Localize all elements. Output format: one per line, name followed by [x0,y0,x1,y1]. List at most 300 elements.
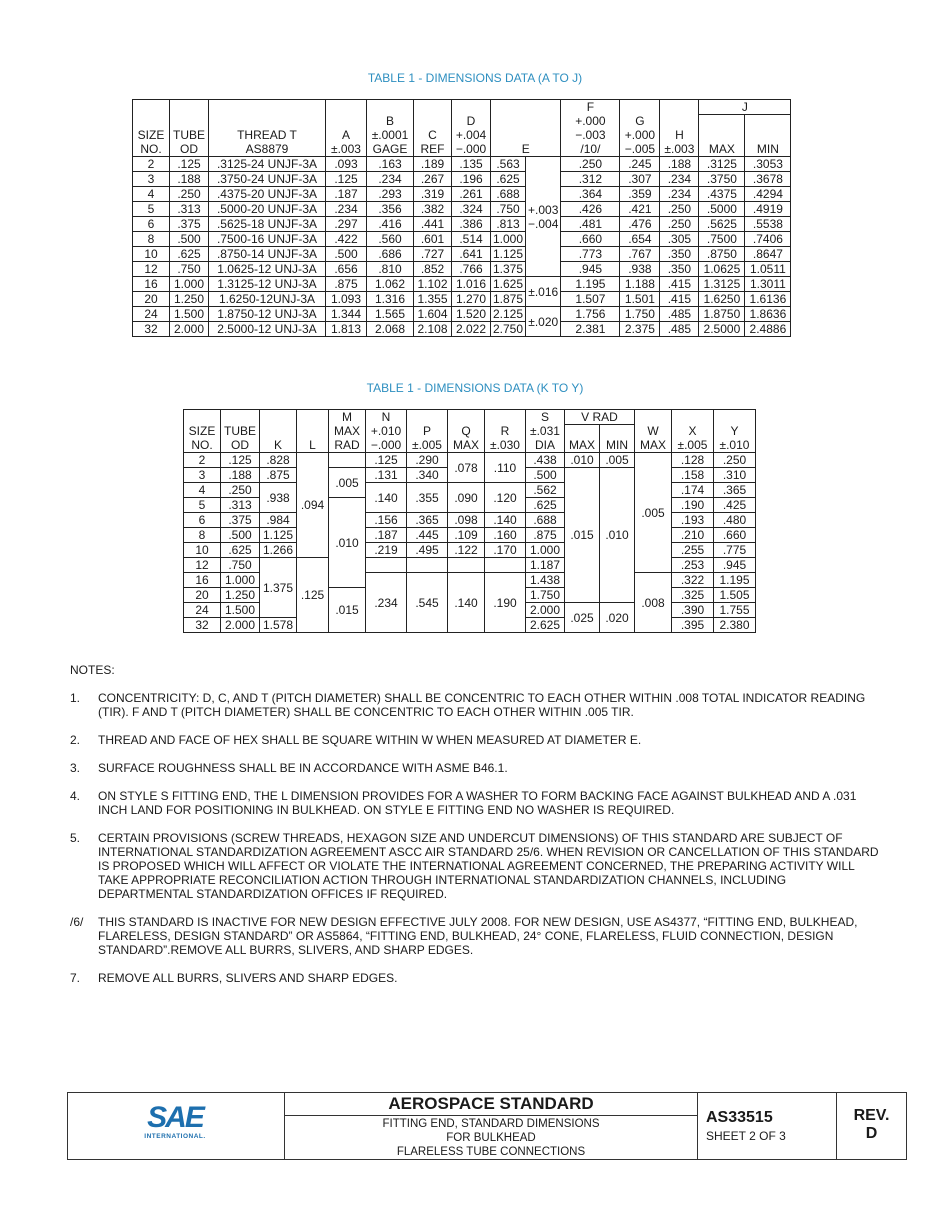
table-cell: .3053 [745,157,791,172]
table-cell: .562 [526,483,565,498]
note-number: 4. [70,789,81,803]
table-cell: .250 [714,453,756,468]
table-cell: .625 [526,498,565,513]
table-cell: 1.250 [170,292,209,307]
table-row [133,202,791,217]
col-f: F +.000 −.003 /10/ [561,100,620,157]
table-cell: .3678 [745,172,791,187]
table-cell: 1.604 [414,307,452,322]
table-cell: 1.125 [260,528,297,543]
col-q: Q MAX [448,410,485,453]
col-l: L [297,410,329,453]
table-cell: .441 [414,217,452,232]
table-cell: .485 [660,307,699,322]
table-cell: 6 [184,513,221,528]
table-cell: .312 [561,172,620,187]
note-number: 7. [70,971,81,985]
table-cell: 6 [133,217,170,232]
table-cell: .234 [367,172,414,187]
table-cell: .8750-14 UNJF-3A [209,247,326,262]
table-cell: .4919 [745,202,791,217]
table-cell: .386 [452,217,491,232]
note-text: CERTAIN PROVISIONS (SCREW THREADS, HEXAGON SIZE AND UNDERCUT DIMENSIONS) OF THIS STANDARD ARE SUBJECT OF INTERNATIONAL STANDARDIZATION AGREEMENT ASCC AIR STANDARD 25/6. WHEN REVISION OR CANCELLATION OF THIS STANDARD IS PROPOSED WHICH WILL AFFECT OR VIOLATE THE INTERNATIONAL AGREEMENT CONCERNED, THE PREPARING ACTIVITY WILL TAKE APPROPRIATE RECONCILIATION ACTION THROUGH INTERNATIONAL STANDARDIZATION CHANNELS, INCLUDING DEPARTMENTAL STANDARDIZATION OFFICES IF REQUIRED. [98,831,879,901]
table-cell: .250 [221,483,260,498]
table-cell: .875 [260,468,297,483]
table-cell: 20 [184,588,221,603]
table-cell: 1.000 [526,543,565,558]
table-cell: .945 [561,262,620,277]
table-row [133,172,791,187]
table-cell: 1.270 [452,292,491,307]
col-v-min: MIN [600,425,635,453]
table-cell: .193 [672,513,714,528]
e-tolerance: ±.020 [526,307,561,337]
table-cell: .125 [170,157,209,172]
table-cell: 8 [133,232,170,247]
table-cell: .005 [329,468,366,498]
table-cell: .163 [367,157,414,172]
table-cell: .196 [452,172,491,187]
table-cell: .120 [485,483,526,513]
table-cell: .425 [714,498,756,513]
table-cell: 2.108 [414,322,452,337]
table-row [133,187,791,202]
col-y: Y ±.010 [714,410,756,453]
table-cell: .005 [600,453,635,468]
table-cell: .098 [448,513,485,528]
table-cell: .307 [620,172,660,187]
table-cell: 16 [184,573,221,588]
table-cell: .313 [221,498,260,513]
table-cell: .324 [452,202,491,217]
table-cell: .125 [297,558,329,633]
table-cell: .773 [561,247,620,262]
table-cell: .109 [448,528,485,543]
table-cell: .3125-24 UNJF-3A [209,157,326,172]
table-cell: .766 [452,262,491,277]
table-cell: 2.022 [452,322,491,337]
note-text: CONCENTRICITY: D, C, AND T (PITCH DIAMETER) SHALL BE CONCENTRIC TO EACH OTHER WITHIN .008 TOTAL INDICATOR READING (TIR). F AND T (PITCH DIAMETER) SHALL BE CONCENTRIC TO EACH OTHER WITHIN .005 TIR. [98,691,866,719]
table-cell: .395 [672,618,714,633]
table-cell: .375 [170,217,209,232]
table-cell: .938 [260,483,297,513]
table-cell: .008 [635,573,672,633]
table-cell: .3125 [699,157,745,172]
table-cell: .010 [329,498,366,588]
table-cell: 1.375 [260,558,297,618]
note-text: ON STYLE S FITTING END, THE L DIMENSION PROVIDES FOR A WASHER TO FORM BACKING FACE AGAINST BULKHEAD AND A .031 INCH LAND FOR POSITIONING IN BULKHEAD. ON STYLE E FITTING END NO WASHER IS REQUIRED. [98,789,857,817]
table-cell: .8750 [699,247,745,262]
table-cell: 24 [133,307,170,322]
col-size: SIZE NO. [184,410,221,453]
table-cell: 32 [184,618,221,633]
note-number: 1. [70,691,81,705]
document-number-cell [698,1093,837,1159]
table-cell: 3 [184,468,221,483]
table-cell: .160 [485,528,526,543]
table-cell: .322 [672,573,714,588]
table-cell: 2 [133,157,170,172]
table-cell: .122 [448,543,485,558]
table-cell: .660 [561,232,620,247]
document-heading: AEROSPACE STANDARD [285,1093,697,1116]
table-row [184,453,756,468]
table-cell: .813 [491,217,526,232]
table-cell: .426 [561,202,620,217]
table-cell: 2.4886 [745,322,791,337]
table-cell: 4 [184,483,221,498]
table-cell: .170 [485,543,526,558]
table-cell: .984 [260,513,297,528]
col-c: C REF [414,100,452,157]
table-cell: .010 [600,468,635,603]
table-cell: .810 [367,262,414,277]
table-cell: .875 [526,528,565,543]
table-cell: .010 [565,453,600,468]
table-cell: .253 [672,558,714,573]
table-cell: 1.0511 [745,262,791,277]
table-cell: .234 [660,187,699,202]
table-cell: .005 [635,453,672,573]
table-cell: 1.500 [170,307,209,322]
table2-title: TABLE 1 - DIMENSIONS DATA (K TO Y) [366,381,584,395]
table-cell: 20 [133,292,170,307]
table-cell: .767 [620,247,660,262]
table-cell: .514 [452,232,491,247]
col-n: N +.010 −.000 [366,410,407,453]
table-cell [366,558,407,573]
dimensions-table-a-to-j [132,99,791,337]
table-cell: .750 [170,262,209,277]
table-cell: 2.5000 [699,322,745,337]
table-cell: .189 [414,157,452,172]
note-item [70,789,880,817]
table-cell: .375 [221,513,260,528]
table-cell: .293 [367,187,414,202]
table-cell: 1.375 [491,262,526,277]
col-e: E [491,100,561,157]
revision-value: D [865,1125,878,1142]
table-cell: 1.500 [221,603,260,618]
table-cell: .938 [620,262,660,277]
table-cell: .727 [414,247,452,262]
note-text: SURFACE ROUGHNESS SHALL BE IN ACCORDANCE WITH ASME B46.1. [98,761,508,775]
table-cell: .485 [660,322,699,337]
logo-cell [68,1093,285,1159]
table-cell: .688 [526,513,565,528]
table-cell: .4294 [745,187,791,202]
table-cell: .365 [714,483,756,498]
table-cell: .325 [672,588,714,603]
table-cell: .750 [491,202,526,217]
table-cell: .686 [367,247,414,262]
table-cell: .350 [660,247,699,262]
table-cell: 1.195 [561,277,620,292]
note-text: REMOVE ALL BURRS, SLIVERS AND SHARP EDGES. [98,971,398,985]
table-cell: .305 [660,232,699,247]
table-cell: .750 [221,558,260,573]
table-cell: .625 [491,172,526,187]
table-cell: .210 [672,528,714,543]
table-cell: .945 [714,558,756,573]
table-cell: 1.062 [367,277,414,292]
standard-title-cell [285,1093,698,1159]
table-row [133,262,791,277]
table-cell: 1.188 [620,277,660,292]
col-s: S ±.031 DIA [526,410,565,453]
col-tube: TUBE OD [170,100,209,157]
table-cell: 1.125 [491,247,526,262]
table-cell: 1.0625 [699,262,745,277]
table-cell: 1.438 [526,573,565,588]
table-cell: .500 [526,468,565,483]
table-cell: 1.8750-12 UNJ-3A [209,307,326,322]
table-cell: 1.501 [620,292,660,307]
table-cell: 1.625 [491,277,526,292]
sae-logo: SAE INTERNATIONAL. [144,1101,206,1140]
table-cell: 1.755 [714,603,756,618]
table-cell: .245 [620,157,660,172]
table-row [133,307,791,322]
note-item [70,733,880,747]
table-cell: .656 [326,262,367,277]
table-cell: 1.093 [326,292,367,307]
table-cell: .140 [485,513,526,528]
table-cell: 1.6136 [745,292,791,307]
col-m: M MAX RAD [329,410,366,453]
table-cell [329,453,366,468]
document-subtitle: FITTING END, STANDARD DIMENSIONS FOR BULKHEAD FLARELESS TUBE CONNECTIONS [382,1118,600,1158]
table-cell: 1.000 [491,232,526,247]
table-cell: .188 [221,468,260,483]
col-g: G +.000 −.005 [620,100,660,157]
table-cell: .187 [366,528,407,543]
col-thread: THREAD T AS8879 [209,100,326,157]
table-cell: 1.266 [260,543,297,558]
note-number: 3. [70,761,81,775]
table-cell: .355 [407,483,448,513]
table-cell: 2.375 [620,322,660,337]
table-cell: .625 [170,247,209,262]
table-cell: .356 [367,202,414,217]
table-cell: 1.750 [620,307,660,322]
table-cell: 2 [184,453,221,468]
table-cell: .390 [672,603,714,618]
table-cell: 1.578 [260,618,297,633]
table-cell: 32 [133,322,170,337]
table-cell: .290 [407,453,448,468]
table-cell: 12 [184,558,221,573]
table-cell: 2.000 [526,603,565,618]
table-cell: .174 [672,483,714,498]
table-cell: .020 [600,603,635,633]
col-v-max: MAX [565,425,600,453]
table-cell: .125 [221,453,260,468]
table-cell: 4 [133,187,170,202]
table-cell [485,558,526,573]
table-cell: 1.520 [452,307,491,322]
table-cell: 1.565 [367,307,414,322]
col-j-max: MAX [699,115,745,157]
table-cell: .476 [620,217,660,232]
note-number: /6/ [70,915,84,929]
table-cell: .415 [660,277,699,292]
col-v-rad: V RAD [565,410,635,425]
table-cell: .250 [660,217,699,232]
table-cell: .625 [221,543,260,558]
table-cell: 1.6250-12UNJ-3A [209,292,326,307]
table-cell: 1.016 [452,277,491,292]
table-cell: .297 [326,217,367,232]
table-cell: .852 [414,262,452,277]
table-cell: 1.187 [526,558,565,573]
table-cell: 1.875 [491,292,526,307]
col-b: B ±.0001 GAGE [367,100,414,157]
table-cell: .445 [407,528,448,543]
table-cell: .187 [326,187,367,202]
note-number: 5. [70,831,81,845]
table-cell: .255 [672,543,714,558]
table-cell: 5 [133,202,170,217]
table-cell: .688 [491,187,526,202]
table-cell: .250 [561,157,620,172]
table-cell: 16 [133,277,170,292]
table-cell: 1.000 [221,573,260,588]
table-cell: .382 [414,202,452,217]
col-j-min: MIN [745,115,791,157]
table-cell: 2.750 [491,322,526,337]
note-item [70,831,880,901]
table-cell: 2.625 [526,618,565,633]
table-cell: .560 [367,232,414,247]
table-cell: .3750-24 UNJF-3A [209,172,326,187]
table-cell: .5000-20 UNJF-3A [209,202,326,217]
revision-label: REV. [853,1107,890,1124]
table-cell: .875 [326,277,367,292]
table-cell: 1.316 [367,292,414,307]
table-row [133,217,791,232]
table-cell: 1.6250 [699,292,745,307]
table-cell: .4375 [699,187,745,202]
note-item [70,761,880,775]
note-number: 2. [70,733,81,747]
table-cell: .660 [714,528,756,543]
table-cell: .128 [672,453,714,468]
table-cell: 2.000 [221,618,260,633]
table-cell: 1.355 [414,292,452,307]
table-cell: .601 [414,232,452,247]
table-cell: 10 [184,543,221,558]
table-cell: .4375-20 UNJF-3A [209,187,326,202]
table-cell: .250 [660,202,699,217]
table-cell: .267 [414,172,452,187]
table-cell: .5538 [745,217,791,232]
table-cell: .190 [485,573,526,633]
note-text: THIS STANDARD IS INACTIVE FOR NEW DESIGN EFFECTIVE JULY 2008. FOR NEW DESIGN, USE AS4377, “FITTING END, BULKHEAD, FLARELESS, DESIGN STANDARD” OR AS5864, “FITTING END, BULKHEAD, 24° CONE, FLARELESS, FLUID CONNECTION, DESIGN STANDARD”.REMOVE ALL BURRS, SLIVERS, AND SHARP EDGES. [98,915,858,957]
table-cell: .545 [407,573,448,633]
table-cell: .364 [561,187,620,202]
table1-title: TABLE 1 - DIMENSIONS DATA (A TO J) [367,71,583,85]
col-x: X ±.005 [672,410,714,453]
table-cell: 1.813 [326,322,367,337]
e-tolerance: +.003 −.004 [526,157,561,277]
table-cell: .828 [260,453,297,468]
table-row [133,157,791,172]
table-cell: .313 [170,202,209,217]
table-cell: .5625-18 UNJF-3A [209,217,326,232]
table-cell: .5625 [699,217,745,232]
note-text: THREAD AND FACE OF HEX SHALL BE SQUARE WITHIN W WHEN MEASURED AT DIAMETER E. [98,733,642,747]
table-cell: .416 [367,217,414,232]
table-cell: .219 [366,543,407,558]
table-cell: 1.750 [526,588,565,603]
table-cell: .8647 [745,247,791,262]
table-cell [448,558,485,573]
table-cell: 5 [184,498,221,513]
table-cell: 24 [184,603,221,618]
col-h: H ±.003 [660,100,699,157]
table-cell: .015 [329,588,366,633]
table-cell: .500 [221,528,260,543]
document-number: AS33515 [706,1109,773,1126]
table-row [133,277,791,292]
table-cell: 1.3011 [745,277,791,292]
table-cell: .131 [366,468,407,483]
table-cell: .234 [660,172,699,187]
note-item [70,971,880,985]
table-cell: .438 [526,453,565,468]
table-cell: .350 [660,262,699,277]
col-k: K [260,410,297,453]
table-cell: .415 [660,292,699,307]
table-cell: 1.3125 [699,277,745,292]
table-cell: .641 [452,247,491,262]
note-item [70,915,880,957]
table-cell: .188 [170,172,209,187]
table-cell: .090 [448,483,485,513]
table-cell: .359 [620,187,660,202]
table-cell: 1.344 [326,307,367,322]
col-tube: TUBE OD [221,410,260,453]
table-cell: 1.8636 [745,307,791,322]
table-cell: .158 [672,468,714,483]
col-size: SIZE NO. [133,100,170,157]
table-cell: .250 [170,187,209,202]
table-cell: 8 [184,528,221,543]
table-cell: .3750 [699,172,745,187]
table-cell: .190 [672,498,714,513]
table-cell: .135 [452,157,491,172]
notes-heading: NOTES: [70,663,115,677]
sheet-number: SHEET 2 OF 3 [706,1129,786,1143]
table-cell: .500 [170,232,209,247]
table-cell: .340 [407,468,448,483]
table-cell: .125 [366,453,407,468]
title-block [67,1092,907,1160]
table-cell: 1.8750 [699,307,745,322]
table-cell: 1.756 [561,307,620,322]
col-p: P ±.005 [407,410,448,453]
table-row [133,322,791,337]
table-cell: .110 [485,453,526,483]
table-cell: 1.000 [170,277,209,292]
table-cell: 1.195 [714,573,756,588]
table-cell: .078 [448,453,485,483]
table-cell: .234 [326,202,367,217]
col-j: J [699,100,791,115]
table-cell: 10 [133,247,170,262]
table-cell: 3 [133,172,170,187]
